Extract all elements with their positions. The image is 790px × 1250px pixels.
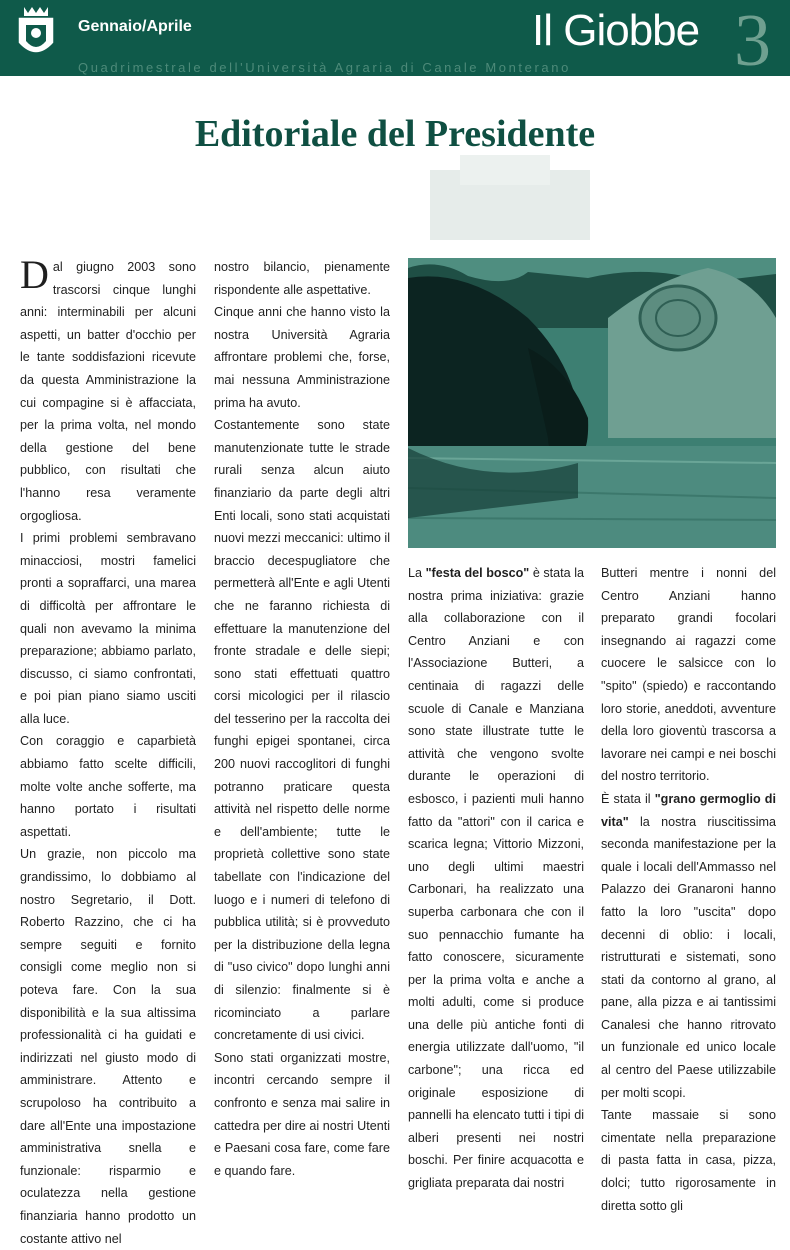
issue-number: 3 — [734, 0, 771, 82]
paragraph: Con coraggio e caparbietà abbiamo fatto scelte difficili, molte volte anche sofferte, ma hanno portato i risultati aspettati. — [20, 734, 196, 839]
paragraph-text: È stata il — [601, 791, 655, 806]
paragraph: Costantemente sono state manutenzionate tutte le strade rurali senza alcun aiuto finanziario da parte degli altri Enti locali, sono stati acquistati nuovi mezzi meccanici: ultimo il braccio decespugliatore che permetterà all'Ente e agli Utenti che ne faranno richiesta di effettuare la manutenzione del fronte stradale e delle siepi; sono stati effettuati quattro corsi micologici per il rilascio del tesserino per la raccolta dei funghi epigei spontanei, circa 200 nuovi raccoglitori di funghi potranno praticare questa attività nel rispetto delle norme e dell'ambiente; tutte le proprietà collettive sono state tabellate con l'indicazione del luogo e i numeri di telefono di pubblica utilità; si è provveduto per la distribuzione della legna di "uso civico" dopo lunghi anni di silenzio: finalmente si è ricominciato a parlare concretamente di usi civici. — [214, 418, 390, 1043]
paragraph: I primi problemi sembravano minacciosi, mostri famelici pronti a sopraffarci, una marea di difficoltà per affrontare le quali non avevamo la minima preparazione; abbiamo parlato, discusso, ci siamo confrontati, e poi pian piano siamo usciti alla luce. — [20, 531, 196, 726]
paragraph: Tante massaie si sono cimentate nella preparazione di pasta fatta in casa, pizza, dolci; tutto rigorosamente in diretta sotto gli — [601, 1108, 776, 1213]
crest-icon — [14, 3, 58, 63]
article-photo — [408, 258, 776, 548]
paragraph — [408, 562, 584, 1195]
masthead — [0, 0, 790, 82]
article-headline: Editoriale del Presidente — [194, 113, 596, 155]
event-name: "festa del bosco" — [425, 566, 530, 580]
event-name: "grano germoglio di vita" — [601, 791, 776, 829]
faded-background-image — [420, 150, 600, 250]
paragraph: nostro bilancio, pienamente rispondente alle aspettative. — [214, 260, 390, 297]
article-column-1 — [20, 252, 196, 1250]
paragraph — [601, 788, 776, 1104]
paragraph-text: la nostra riuscitissima seconda manifestazione per la quale i locali dell'Ammasso nel Palazzo dei Granaroni hanno fatto la loro "uscita" dopo decenni di oblio: i locali, ristrutturati e sistemati, sono stati da contorno al grano, al pane, alla pizza e ai tantissimi Canalesi che hanno ritrovato un funzionale ed unico locale al centro del Paese utilizzabile per molti scopi. — [601, 814, 776, 1100]
paragraph-text: è stata la nostra prima iniziativa: grazie alla collaborazione con il Centro Anziani e con l'Associazione Butteri, a centinaia di ragazzi delle scuole di Canale e Manziana sono state illustrate tutte le attività che vengono svolte durante le operazioni di esbosco, i pazienti muli hanno fatto da "attori" con il carica e scarica legna; Vittorio Mizzoni, uno degli ultimi maestri Carbonari, ha realizzato una superba carbonara che con il suo pennacchio fumante ha fatto conoscere, sicuramente per la prima volta e anche a molti adulti, come si produce una delle più antiche fonti di energia utilizzate dall'uomo, "il carbone"; una ricca ed originale esposizione di pannelli ha elencato tutti i tipi di alberi presenti nei nostri boschi. Per finire acquacotta e grigliata preparata dai nostri — [408, 566, 585, 1191]
magazine-subtitle: Quadrimestrale dell'Università Agraria di Canale Monterano — [78, 60, 571, 75]
paragraph: Sono stati organizzati mostre, incontri cercando sempre il confronto e senza mai salire in cattedra per dire ai nostri Utenti e Paesani cosa fare, come fare e quando fare. — [214, 1050, 390, 1178]
paragraph-text: al giugno 2003 sono trascorsi cinque lunghi anni: interminabili per alcuni aspetti, un batter d'occhio per le tante soddisfazioni ricevute da questa Amministrazione la cui compagine si è affacciata, per la prima volta, nel mondo della gestione del bene pubblico, con risultati che l'hanno resa veramente orgogliosa. — [20, 260, 196, 523]
paragraph — [20, 252, 196, 527]
paragraph: Butteri mentre i nonni del Centro Anziani hanno preparato grandi focolari insegnando ai ragazzi come cuocere le salsicce con lo "spito" (spiedo) e raccontando loro storie, aneddoti, avventure della loro gioventù trascorsa a lavorare nei campi e nei boschi del nostro territorio. — [601, 566, 776, 784]
article-column-2 — [214, 256, 390, 1182]
paragraph: Un grazie, non piccolo ma grandissimo, lo dobbiamo al nostro Segretario, il Dott. Roberto Razzino, che ci ha sempre seguiti e fornito consigli come meglio non si poteva fare. Con la sua disponibilità e la sua altissima professionalità ci ha guidati e indirizzati nel giusto modo di amministrare. Attento e scrupoloso ha contribuito a dare all'Ente una impostazione amministrativa snella e funzionale: risparmio e oculatezza nella gestione finanziaria hanno prodotto un costante attivo nel — [20, 847, 196, 1246]
article-column-3 — [408, 562, 584, 1195]
paragraph: Cinque anni che hanno visto la nostra Università Agraria affrontare problemi che, forse, mai nessuna Amministrazione prima ha avuto. — [214, 305, 390, 410]
issue-period: Gennaio/Aprile — [78, 18, 192, 35]
drop-cap: D — [20, 252, 49, 297]
article-column-4 — [601, 562, 776, 1217]
magazine-title: Il Giobbe — [532, 6, 700, 55]
bull-drinking-water-photo — [408, 258, 776, 548]
paragraph-text: La — [408, 566, 426, 580]
